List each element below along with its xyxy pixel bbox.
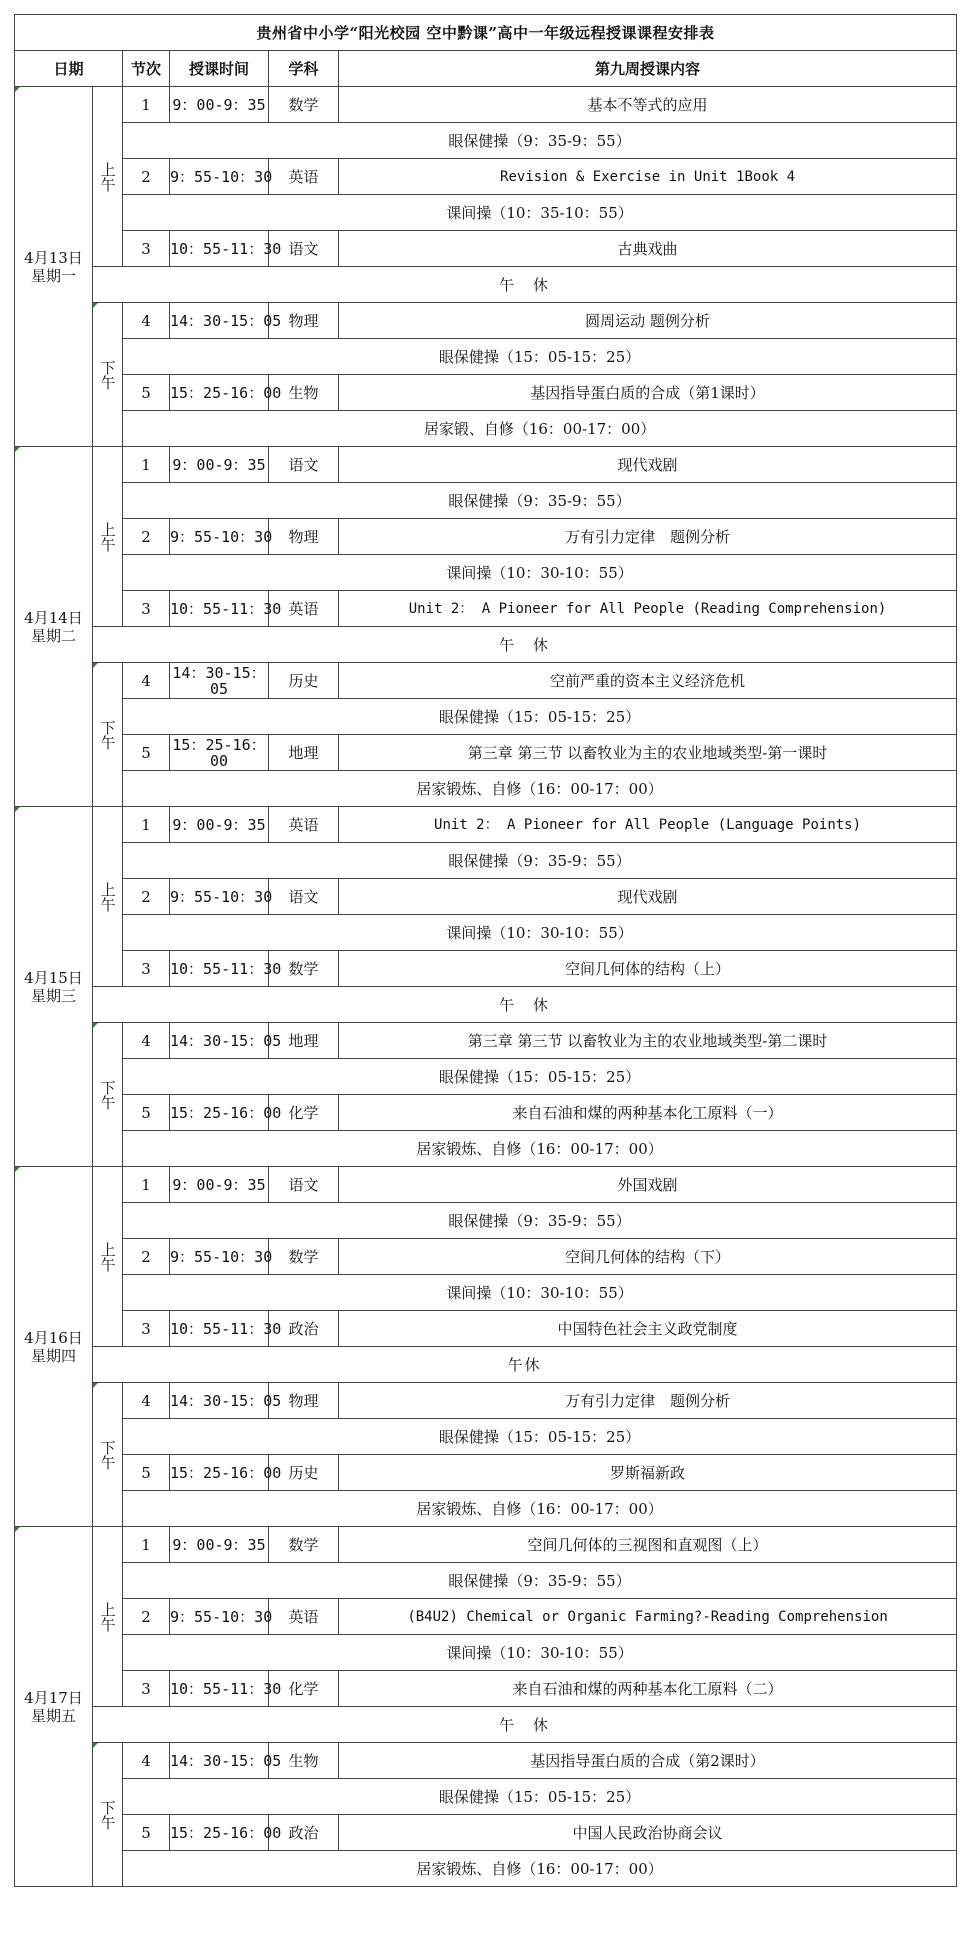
eye-exercise-band: 眼保健操（9：35-9：55） bbox=[123, 1203, 957, 1239]
table-row bbox=[15, 915, 957, 951]
lesson-subject: 政治 bbox=[269, 1815, 339, 1851]
table-row bbox=[15, 303, 957, 339]
lesson-content: 基因指导蛋白质的合成（第2课时） bbox=[339, 1743, 957, 1779]
lunch-band: 午休 bbox=[93, 1347, 957, 1383]
morning-label: 上午 bbox=[93, 87, 123, 267]
table-row bbox=[15, 1707, 957, 1743]
table-row bbox=[15, 411, 957, 447]
eye-exercise-band: 眼保健操（15：05-15：25） bbox=[123, 339, 957, 375]
afternoon-label: 下午 bbox=[93, 1023, 123, 1167]
lesson-time: 9：00-9：35 bbox=[170, 1527, 269, 1563]
afternoon-label: 下午 bbox=[93, 303, 123, 447]
table-row bbox=[15, 1347, 957, 1383]
class-break-band: 课间操（10：35-10：55） bbox=[123, 195, 957, 231]
class-break-band: 课间操（10：30-10：55） bbox=[123, 1275, 957, 1311]
lesson-content: 罗斯福新政 bbox=[339, 1455, 957, 1491]
lesson-time: 15：25-16：00 bbox=[170, 1815, 269, 1851]
date-label: 4月16日 bbox=[24, 1328, 83, 1347]
lesson-time: 10：55-11：30 bbox=[170, 591, 269, 627]
lesson-subject: 数学 bbox=[269, 1239, 339, 1275]
period-number: 4 bbox=[123, 303, 170, 339]
period-number: 3 bbox=[123, 1311, 170, 1347]
period-number: 3 bbox=[123, 231, 170, 267]
lesson-subject: 英语 bbox=[269, 807, 339, 843]
lesson-time: 15：25-16：00 bbox=[170, 1455, 269, 1491]
lesson-subject: 化学 bbox=[269, 1095, 339, 1131]
lesson-content: 第三章 第三节 以畜牧业为主的农业地域类型-第二课时 bbox=[339, 1023, 957, 1059]
table-row bbox=[15, 483, 957, 519]
period-number: 2 bbox=[123, 1599, 170, 1635]
morning-label: 上午 bbox=[93, 807, 123, 987]
weekday-label: 星期三 bbox=[30, 986, 76, 1005]
afternoon-label: 下午 bbox=[93, 1383, 123, 1527]
lesson-subject: 数学 bbox=[269, 87, 339, 123]
table-row bbox=[15, 1563, 957, 1599]
date-label: 4月14日 bbox=[24, 608, 83, 627]
date-label: 4月15日 bbox=[24, 968, 83, 987]
table-row bbox=[15, 231, 957, 267]
lunch-band: 午 休 bbox=[93, 987, 957, 1023]
table-row bbox=[15, 447, 957, 483]
table-row bbox=[15, 555, 957, 591]
lesson-subject: 生物 bbox=[269, 375, 339, 411]
table-row bbox=[15, 663, 957, 699]
lesson-content: 现代戏剧 bbox=[339, 447, 957, 483]
schedule-table bbox=[14, 14, 957, 1887]
period-number: 1 bbox=[123, 1167, 170, 1203]
table-row bbox=[15, 879, 957, 915]
lesson-subject: 物理 bbox=[269, 519, 339, 555]
morning-label: 上午 bbox=[93, 447, 123, 627]
lesson-subject: 英语 bbox=[269, 159, 339, 195]
eye-exercise-band: 眼保健操（15：05-15：25） bbox=[123, 1779, 957, 1815]
table-row bbox=[15, 699, 957, 735]
lesson-subject: 语文 bbox=[269, 1167, 339, 1203]
lesson-time: 10：55-11：30 bbox=[170, 1671, 269, 1707]
lesson-subject: 地理 bbox=[269, 1023, 339, 1059]
table-row bbox=[15, 1059, 957, 1095]
lesson-content: 中国人民政治协商会议 bbox=[339, 1815, 957, 1851]
table-row bbox=[15, 1635, 957, 1671]
period-number: 5 bbox=[123, 1815, 170, 1851]
lesson-subject: 语文 bbox=[269, 879, 339, 915]
lesson-time: 10：55-11：30 bbox=[170, 1311, 269, 1347]
class-break-band: 课间操（10：30-10：55） bbox=[123, 1635, 957, 1671]
header-subject: 学科 bbox=[269, 51, 339, 87]
period-number: 1 bbox=[123, 807, 170, 843]
lesson-content: 外国戏剧 bbox=[339, 1167, 957, 1203]
table-row bbox=[15, 1851, 957, 1887]
lesson-time: 14：30-15：05 bbox=[170, 1383, 269, 1419]
lesson-subject: 英语 bbox=[269, 591, 339, 627]
lesson-time: 10：55-11：30 bbox=[170, 231, 269, 267]
lesson-time: 15：25-16：00 bbox=[170, 375, 269, 411]
table-row bbox=[15, 1167, 957, 1203]
table-row bbox=[15, 1203, 957, 1239]
lesson-content: (B4U2) Chemical or Organic Farming?-Reading Comprehension bbox=[339, 1599, 957, 1635]
lesson-content: 来自石油和煤的两种基本化工原料（二） bbox=[339, 1671, 957, 1707]
lesson-content: Unit 2： A Pioneer for All People (Language Points) bbox=[339, 807, 957, 843]
period-number: 2 bbox=[123, 519, 170, 555]
weekday-label: 星期一 bbox=[30, 266, 76, 285]
period-number: 5 bbox=[123, 735, 170, 771]
table-row bbox=[15, 267, 957, 303]
table-row bbox=[15, 1671, 957, 1707]
table-row bbox=[15, 1455, 957, 1491]
class-break-band: 课间操（10：30-10：55） bbox=[123, 915, 957, 951]
date-cell bbox=[15, 807, 93, 1167]
header-time: 授课时间 bbox=[170, 51, 269, 87]
lunch-band: 午 休 bbox=[93, 627, 957, 663]
lesson-subject: 语文 bbox=[269, 447, 339, 483]
eye-exercise-band: 眼保健操（9：35-9：55） bbox=[123, 483, 957, 519]
table-row bbox=[15, 807, 957, 843]
table-row bbox=[15, 1743, 957, 1779]
table-row bbox=[15, 87, 957, 123]
table-row bbox=[15, 735, 957, 771]
lesson-time: 9：55-10：30 bbox=[170, 1239, 269, 1275]
lesson-content: Unit 2： A Pioneer for All People (Reading Comprehension) bbox=[339, 591, 957, 627]
date-label: 4月13日 bbox=[24, 248, 83, 267]
table-row bbox=[15, 987, 957, 1023]
lesson-time: 9：00-9：35 bbox=[170, 447, 269, 483]
lesson-time: 10：55-11：30 bbox=[170, 951, 269, 987]
morning-label: 上午 bbox=[93, 1167, 123, 1347]
date-cell bbox=[15, 447, 93, 807]
title-row bbox=[15, 15, 957, 51]
table-row bbox=[15, 339, 957, 375]
table-row bbox=[15, 627, 957, 663]
lesson-content: 基因指导蛋白质的合成（第1课时） bbox=[339, 375, 957, 411]
period-number: 2 bbox=[123, 159, 170, 195]
schedule-sheet bbox=[14, 14, 956, 1887]
self-study-band: 居家锻炼、自修（16：00-17：00） bbox=[123, 1851, 957, 1887]
table-row bbox=[15, 1815, 957, 1851]
lesson-content: 万有引力定律 题例分析 bbox=[339, 519, 957, 555]
table-row bbox=[15, 159, 957, 195]
lesson-content: Revision & Exercise in Unit 1Book 4 bbox=[339, 159, 957, 195]
period-number: 4 bbox=[123, 1383, 170, 1419]
lesson-time: 9：55-10：30 bbox=[170, 519, 269, 555]
lesson-subject: 历史 bbox=[269, 663, 339, 699]
lesson-content: 来自石油和煤的两种基本化工原料（一） bbox=[339, 1095, 957, 1131]
lesson-subject: 物理 bbox=[269, 303, 339, 339]
period-number: 2 bbox=[123, 1239, 170, 1275]
table-row bbox=[15, 1131, 957, 1167]
lesson-subject: 历史 bbox=[269, 1455, 339, 1491]
period-number: 5 bbox=[123, 375, 170, 411]
weekday-label: 星期四 bbox=[30, 1346, 76, 1365]
lesson-time: 14：30-15：05 bbox=[170, 1743, 269, 1779]
table-row bbox=[15, 1239, 957, 1275]
table-row bbox=[15, 951, 957, 987]
lunch-band: 午 休 bbox=[93, 267, 957, 303]
lesson-time: 9：00-9：35 bbox=[170, 807, 269, 843]
lesson-subject: 化学 bbox=[269, 1671, 339, 1707]
period-number: 4 bbox=[123, 663, 170, 699]
lesson-time: 9：55-10：30 bbox=[170, 879, 269, 915]
table-row bbox=[15, 1491, 957, 1527]
eye-exercise-band: 眼保健操（15：05-15：25） bbox=[123, 1059, 957, 1095]
lesson-content: 古典戏曲 bbox=[339, 231, 957, 267]
period-number: 3 bbox=[123, 1671, 170, 1707]
header-row bbox=[15, 51, 957, 87]
lesson-subject: 生物 bbox=[269, 1743, 339, 1779]
table-row bbox=[15, 375, 957, 411]
lesson-subject: 政治 bbox=[269, 1311, 339, 1347]
eye-exercise-band: 眼保健操（9：35-9：55） bbox=[123, 123, 957, 159]
self-study-band: 居家锻炼、自修（16：00-17：00） bbox=[123, 771, 957, 807]
lesson-time: 15：25-16：00 bbox=[170, 1095, 269, 1131]
table-row bbox=[15, 195, 957, 231]
table-row bbox=[15, 771, 957, 807]
date-cell bbox=[15, 1527, 93, 1887]
period-number: 2 bbox=[123, 879, 170, 915]
lesson-subject: 语文 bbox=[269, 231, 339, 267]
table-row bbox=[15, 1527, 957, 1563]
table-row bbox=[15, 843, 957, 879]
table-row bbox=[15, 1311, 957, 1347]
afternoon-label: 下午 bbox=[93, 1743, 123, 1887]
table-row bbox=[15, 1599, 957, 1635]
lesson-subject: 物理 bbox=[269, 1383, 339, 1419]
self-study-band: 居家锻炼、自修（16：00-17：00） bbox=[123, 1491, 957, 1527]
page-title: 贵州省中小学“阳光校园 空中黔课”高中一年级远程授课课程安排表 bbox=[15, 15, 957, 51]
lesson-time: 14：30-15：05 bbox=[170, 1023, 269, 1059]
eye-exercise-band: 眼保健操（15：05-15：25） bbox=[123, 699, 957, 735]
period-number: 3 bbox=[123, 591, 170, 627]
eye-exercise-band: 眼保健操（9：35-9：55） bbox=[123, 1563, 957, 1599]
lesson-subject: 数学 bbox=[269, 1527, 339, 1563]
weekday-label: 星期五 bbox=[30, 1706, 76, 1725]
eye-exercise-band: 眼保健操（9：35-9：55） bbox=[123, 843, 957, 879]
lesson-content: 空前严重的资本主义经济危机 bbox=[339, 663, 957, 699]
lesson-time: 9：00-9：35 bbox=[170, 1167, 269, 1203]
self-study-band: 居家锻炼、自修（16：00-17：00） bbox=[123, 1131, 957, 1167]
header-period: 节次 bbox=[123, 51, 170, 87]
lesson-content: 现代戏剧 bbox=[339, 879, 957, 915]
header-content: 第九周授课内容 bbox=[339, 51, 957, 87]
header-date: 日期 bbox=[15, 51, 123, 87]
lesson-subject: 英语 bbox=[269, 1599, 339, 1635]
lesson-content: 中国特色社会主义政党制度 bbox=[339, 1311, 957, 1347]
lesson-time: 9：00-9：35 bbox=[170, 87, 269, 123]
self-study-band: 居家锻、自修（16：00-17：00） bbox=[123, 411, 957, 447]
lesson-content: 空间几何体的三视图和直观图（上） bbox=[339, 1527, 957, 1563]
morning-label: 上午 bbox=[93, 1527, 123, 1707]
lesson-time: 9：55-10：30 bbox=[170, 159, 269, 195]
lesson-content: 万有引力定律 题例分析 bbox=[339, 1383, 957, 1419]
lesson-time: 15：25-16：00 bbox=[170, 735, 269, 771]
table-row bbox=[15, 1275, 957, 1311]
afternoon-label: 下午 bbox=[93, 663, 123, 807]
period-number: 4 bbox=[123, 1743, 170, 1779]
weekday-label: 星期二 bbox=[30, 626, 76, 645]
period-number: 5 bbox=[123, 1455, 170, 1491]
lesson-subject: 数学 bbox=[269, 951, 339, 987]
period-number: 4 bbox=[123, 1023, 170, 1059]
lesson-time: 14：30-15：05 bbox=[170, 663, 269, 699]
period-number: 1 bbox=[123, 447, 170, 483]
eye-exercise-band: 眼保健操（15：05-15：25） bbox=[123, 1419, 957, 1455]
date-cell bbox=[15, 87, 93, 447]
table-row bbox=[15, 1419, 957, 1455]
date-cell bbox=[15, 1167, 93, 1527]
class-break-band: 课间操（10：30-10：55） bbox=[123, 555, 957, 591]
table-row bbox=[15, 1383, 957, 1419]
table-row bbox=[15, 1095, 957, 1131]
table-row bbox=[15, 519, 957, 555]
table-row bbox=[15, 591, 957, 627]
lesson-subject: 地理 bbox=[269, 735, 339, 771]
lesson-time: 14：30-15：05 bbox=[170, 303, 269, 339]
table-row bbox=[15, 1779, 957, 1815]
period-number: 1 bbox=[123, 1527, 170, 1563]
table-row bbox=[15, 123, 957, 159]
lesson-content: 基本不等式的应用 bbox=[339, 87, 957, 123]
table-row bbox=[15, 1023, 957, 1059]
period-number: 1 bbox=[123, 87, 170, 123]
lesson-content: 圆周运动 题例分析 bbox=[339, 303, 957, 339]
period-number: 5 bbox=[123, 1095, 170, 1131]
lesson-content: 空间几何体的结构（上） bbox=[339, 951, 957, 987]
period-number: 3 bbox=[123, 951, 170, 987]
lesson-time: 9：55-10：30 bbox=[170, 1599, 269, 1635]
lunch-band: 午 休 bbox=[93, 1707, 957, 1743]
date-label: 4月17日 bbox=[24, 1688, 83, 1707]
lesson-content: 第三章 第三节 以畜牧业为主的农业地域类型-第一课时 bbox=[339, 735, 957, 771]
lesson-content: 空间几何体的结构（下） bbox=[339, 1239, 957, 1275]
